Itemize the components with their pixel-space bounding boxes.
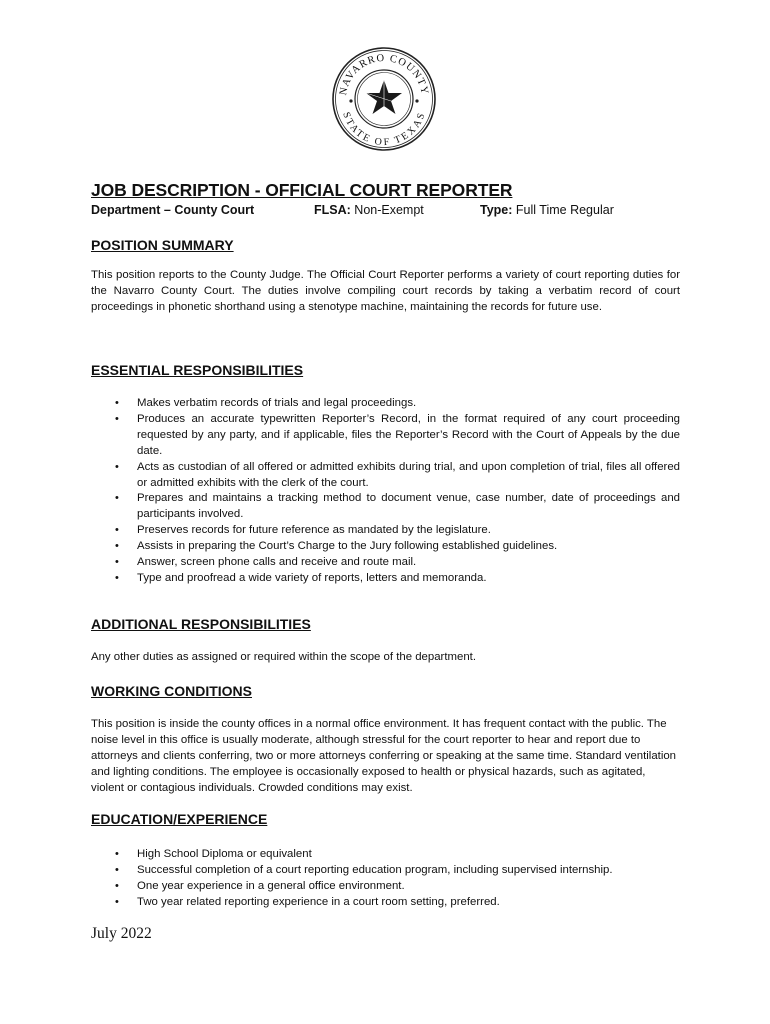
bullet-icon: • xyxy=(115,460,119,473)
section-heading-essential-responsibilities: ESSENTIAL RESPONSIBILITIES xyxy=(91,362,304,378)
bullet-icon: • xyxy=(115,412,119,425)
type-value: Full Time Regular xyxy=(515,203,614,217)
bullet-icon: • xyxy=(115,556,119,569)
seal-bottom-text: STATE OF TEXAS xyxy=(339,110,429,149)
document-title: JOB DESCRIPTION - OFFICIAL COURT REPORTER xyxy=(91,180,513,200)
bullet-icon: • xyxy=(115,879,119,892)
bullet-icon: • xyxy=(115,895,119,908)
section-heading-education-experience: EDUCATION/EXPERIENCE xyxy=(91,811,268,827)
list-item: • Assists in preparing the Court’s Charge to the Jury following established guidelines. xyxy=(91,539,680,555)
list-item: • Successful completion of a court reporting education program, including supervised internship. xyxy=(91,863,680,879)
bullet-icon: • xyxy=(115,848,119,860)
flsa-label: FLSA: xyxy=(314,203,351,217)
section-heading-position-summary: POSITION SUMMARY xyxy=(91,237,234,253)
seal-top-text: NAVARRO COUNTY xyxy=(338,52,430,97)
section-heading-working-conditions: WORKING CONDITIONS xyxy=(91,683,252,699)
department-field xyxy=(91,203,254,217)
bullet-icon: • xyxy=(115,524,119,537)
working-conditions-text: This position is inside the county offices in a normal office environment. It has frequent contact with the public. The noise level in this office is usually moderate, although stressful for the court reporter to hear and report due to attorneys and clients conferring, two or more attorneys conferring or speaking at the same time. Standard ventilation and lighting conditions. The employee is occasionally exposed to health or physical hazards, such as agitated, violent or contagious individuals. Crowded conditions may exist. xyxy=(91,718,677,794)
list-item: • Prepares and maintains a tracking method to document venue, case number, date of proceedings and participants involved. xyxy=(115,492,680,521)
bullet-icon: • xyxy=(115,571,119,584)
type-field xyxy=(480,203,614,217)
flsa-value: Non-Exempt xyxy=(354,203,424,217)
section-heading-additional-responsibilities: ADDITIONAL RESPONSIBILITIES xyxy=(91,616,311,632)
bullet-icon: • xyxy=(115,492,119,505)
list-item: • Two year related reporting experience in a court room setting, preferred. xyxy=(91,895,680,911)
list-item: • Answer, screen phone calls and receive and route mail. xyxy=(91,555,680,571)
county-seal xyxy=(331,46,437,152)
bullet-icon: • xyxy=(115,540,119,553)
bullet-icon: • xyxy=(115,397,119,409)
svg-text:STATE OF TEXAS xyxy=(340,111,428,149)
list-item: • Acts as custodian of all offered or admitted exhibits during trial, and upon completion of trial, files all offered or admitted exhibits with the clerk of the court. xyxy=(115,460,680,489)
flsa-field xyxy=(314,203,424,217)
list-item: • Makes verbatim records of trials and legal proceedings. xyxy=(91,396,680,412)
type-label: Type: xyxy=(480,203,513,217)
list-item: • High School Diploma or equivalent xyxy=(91,847,680,863)
list-item: • Preserves records for future reference as mandated by the legislature. xyxy=(91,523,680,539)
footer-date: July 2022 xyxy=(91,925,152,942)
list-item: • One year experience in a general office environment. xyxy=(91,879,680,895)
department-value: Department – County Court xyxy=(91,203,255,217)
list-item: • Type and proofread a wide variety of reports, letters and memoranda. xyxy=(91,571,680,587)
additional-responsibilities-text: Any other duties as assigned or required within the scope of the department. xyxy=(91,651,476,663)
essential-responsibilities-list xyxy=(91,396,680,587)
bullet-icon: • xyxy=(115,863,119,876)
education-experience-list xyxy=(91,847,680,911)
position-summary-text: This position reports to the County Judge. The Official Court Reporter performs a variety of court reporting duties for the Navarro County Court. The duties involve compiling court records by taking a verbatim record of court proceedings in phonetic shorthand using a stenotype machine, maintaining the records for future use. xyxy=(91,269,680,313)
list-item: • Produces an accurate typewritten Reporter’s Record, in the format required of any court proceeding requested by any party, and if applicable, files the Reporter’s Record with the Court of Appeals by the due date. xyxy=(115,412,680,457)
